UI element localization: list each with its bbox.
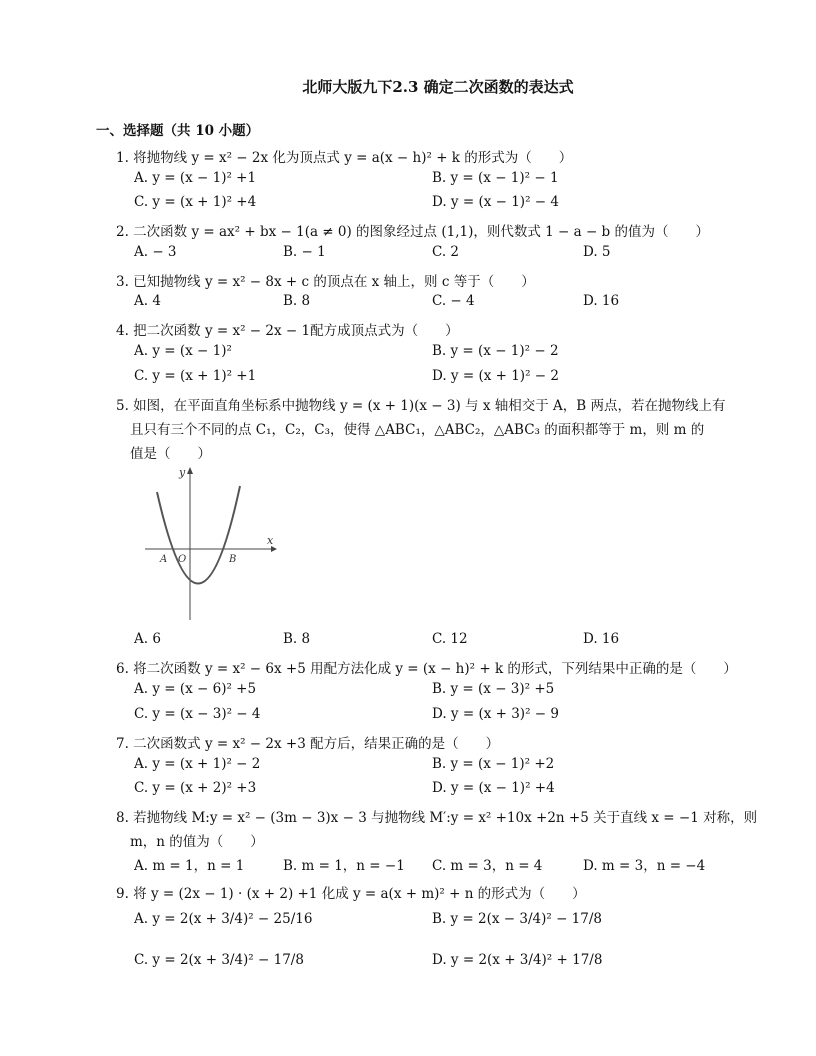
question-8-option-d: D. m = 3，n = −4 xyxy=(583,858,706,874)
question-5-stem-line-3: 值是（ ） xyxy=(130,446,211,462)
question-9-stem: 9. 将 y = (2x − 1) · (x + 2) +1 化成 y = a(x + m)² + n 的形式为（ ） xyxy=(116,886,586,902)
question-1-option-a: A. y = (x − 1)² +1 xyxy=(134,170,257,186)
question-8-option-a: A. m = 1，n = 1 xyxy=(134,858,245,874)
question-7-option-b: B. y = (x − 1)² +2 xyxy=(432,756,555,772)
question-4-option-c: C. y = (x + 1)² +1 xyxy=(134,368,257,384)
question-3-stem: 3. 已知抛物线 y = x² − 8x + c 的顶点在 x 轴上，则 c 等于（ ） xyxy=(116,274,535,290)
question-7-option-a: A. y = (x + 1)² − 2 xyxy=(134,756,261,772)
question-5-option-b: B. 8 xyxy=(283,631,311,647)
question-8-stem-line-1: 8. 若抛物线 M:y = x² − (3m − 3)x − 3 与抛物线 M′:y = x² +10x +2n +5 关于直线 x = −1 对称，则 xyxy=(116,810,758,826)
question-6-option-b: B. y = (x − 3)² +5 xyxy=(432,681,555,697)
question-7-option-d: D. y = (x − 1)² +4 xyxy=(432,780,555,796)
question-2-option-b: B. − 1 xyxy=(283,244,326,260)
point-a-label: A xyxy=(160,554,168,565)
question-1-stem: 1. 将抛物线 y = x² − 2x 化为顶点式 y = a(x − h)² + k 的形式为（ ） xyxy=(116,150,573,166)
question-8-option-b: B. m = 1，n = −1 xyxy=(283,858,405,874)
question-3-option-c: C. − 4 xyxy=(432,293,475,309)
question-6-option-c: C. y = (x − 3)² − 4 xyxy=(134,706,261,722)
question-6-option-a: A. y = (x − 6)² +5 xyxy=(134,681,257,697)
question-9-option-c: C. y = 2(x + 3/4)² − 17/8 xyxy=(134,952,304,968)
question-3-option-b: B. 8 xyxy=(283,293,311,309)
question-9-option-a: A. y = 2(x + 3/4)² − 25/16 xyxy=(134,911,313,927)
question-8-stem-line-2: m，n 的值为（ ） xyxy=(130,834,264,850)
question-9-option-b: B. y = 2(x − 3/4)² − 17/8 xyxy=(432,911,603,927)
question-8-option-c: C. m = 3，n = 4 xyxy=(432,858,543,874)
question-7-stem: 7. 二次函数式 y = x² − 2x +3 配方后，结果正确的是（ ） xyxy=(116,736,500,752)
point-b-label: B xyxy=(229,554,237,565)
question-2-stem: 2. 二次函数 y = ax² + bx − 1(a ≠ 0) 的图象经过点 (1,1)，则代数式 1 − a − b 的值为（ ） xyxy=(116,224,709,240)
section-heading: 一、选择题（共 10 小题） xyxy=(96,123,260,139)
question-2-option-c: C. 2 xyxy=(432,244,460,260)
page-title: 北师大版九下2.3 确定二次函数的表达式 xyxy=(302,78,574,96)
question-4-option-d: D. y = (x + 1)² − 2 xyxy=(432,368,559,384)
x-axis-label: x xyxy=(267,534,274,547)
question-7-option-c: C. y = (x + 2)² +3 xyxy=(134,780,257,796)
question-1-option-d: D. y = (x − 1)² − 4 xyxy=(432,194,559,210)
question-1-option-b: B. y = (x − 1)² − 1 xyxy=(432,170,559,186)
question-5-option-a: A. 6 xyxy=(134,631,161,647)
question-4-stem: 4. 把二次函数 y = x² − 2x − 1配方成顶点式为（ ） xyxy=(116,323,459,339)
question-6-option-d: D. y = (x + 3)² − 9 xyxy=(432,706,559,722)
question-4-option-b: B. y = (x − 1)² − 2 xyxy=(432,343,559,359)
question-1-option-c: C. y = (x + 1)² +4 xyxy=(134,194,257,210)
y-axis-arrow xyxy=(187,467,193,474)
question-6-stem: 6. 将二次函数 y = x² − 6x +5 用配方法化成 y = (x − h)² + k 的形式，下列结果中正确的是（ ） xyxy=(116,661,737,677)
y-axis-label: y xyxy=(179,466,186,479)
question-5-stem-line-2: 且只有三个不同的点 C₁，C₂，C₃，使得 △ABC₁，△ABC₂，△ABC₃ 的面积都等于 m，则 m 的 xyxy=(130,422,705,438)
parabola-figure xyxy=(143,462,278,622)
parabola-curve xyxy=(157,486,240,584)
question-4-option-a: A. y = (x − 1)² xyxy=(134,343,232,359)
question-3-option-a: A. 4 xyxy=(134,293,161,309)
question-5-option-d: D. 16 xyxy=(583,631,620,647)
origin-label: O xyxy=(178,554,187,565)
question-3-option-d: D. 16 xyxy=(583,293,620,309)
question-5-option-c: C. 12 xyxy=(432,631,468,647)
question-9-option-d: D. y = 2(x + 3/4)² + 17/8 xyxy=(432,952,603,968)
question-2-option-d: D. 5 xyxy=(583,244,611,260)
question-2-option-a: A. − 3 xyxy=(134,244,177,260)
question-5-stem-line-1: 5. 如图，在平面直角坐标系中抛物线 y = (x + 1)(x − 3) 与 x 轴相交于 A，B 两点，若在抛物线上有 xyxy=(116,398,726,414)
